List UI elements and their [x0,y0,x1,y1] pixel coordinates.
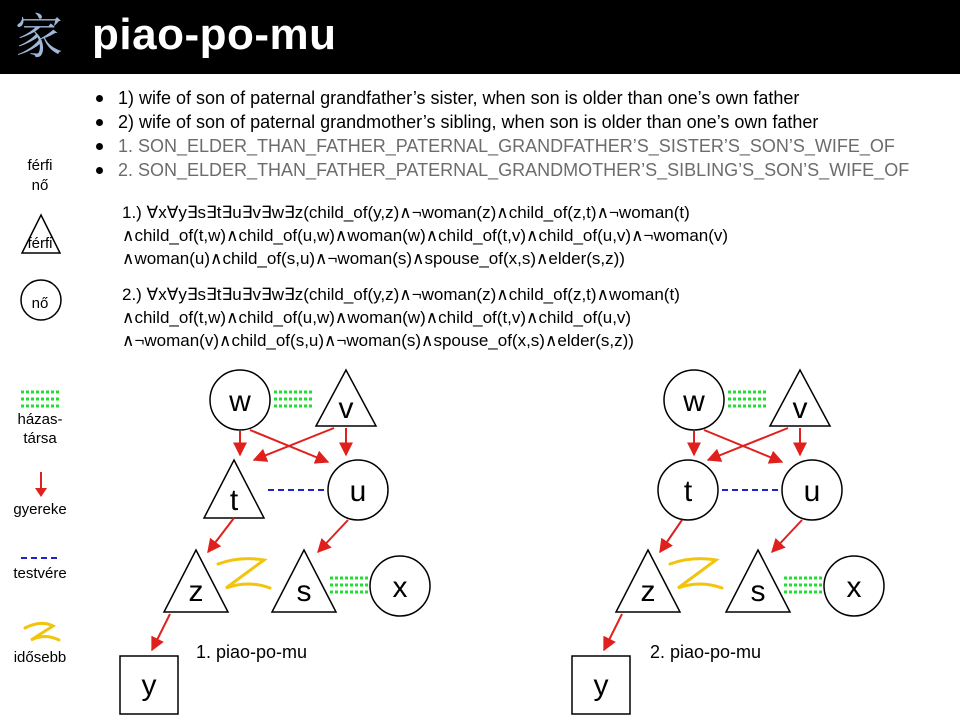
node-z-label: z [640,575,656,608]
formula-line: ∧¬woman(v)∧child_of(s,u)∧¬woman(s)∧spouse_of(x,s)∧elder(s,z)) [122,331,634,350]
formula-line: 2.) ∀x∀y∃s∃t∃u∃v∃w∃z(child_of(y,z)∧¬woman(z)∧child_of(z,t)∧woman(t) [122,285,680,304]
node-s-label: s [750,575,766,608]
description-item: 2) wife of son of paternal grandmother’s sibling, when son is older than one’s own father [94,110,954,134]
legend-sibling-label: testvére [13,565,67,582]
description-item-code: 2. SON_ELDER_THAN_FATHER_PATERNAL_GRANDMOTHER’S_SIBLING’S_SON’S_WIFE_OF [94,158,954,182]
node-x-label: x [392,571,408,604]
node-t-label: t [229,484,239,517]
child-arrow-z-y [152,614,170,650]
legend-female-label-top: nő [31,177,49,194]
child-arrow-v-t [708,428,788,460]
spouse-line-s-x [784,578,824,592]
node-y-label: y [593,669,609,702]
legend-spouse-label: házas- társa [17,411,63,447]
legend-female-label: nő [31,295,49,312]
legend-male-label: férfi [27,235,53,252]
spouse-line-w-v [274,392,314,406]
spouse-line-s-x [330,578,370,592]
legend-male-label-top: férfi [27,157,53,174]
node-w-label: w [229,385,251,418]
formula-line: ∧woman(u)∧child_of(s,u)∧¬woman(s)∧spouse_of(x,s)∧elder(s,z)) [122,249,625,268]
node-x-label: x [846,571,862,604]
page-title: piao-po-mu [92,10,337,59]
spouse-line-w-v [728,392,768,406]
child-arrow-t-z [660,520,682,552]
elder-mark-s-z [218,559,270,588]
formula-line: ∧child_of(t,w)∧child_of(u,w)∧woman(w)∧child_of(t,v)∧child_of(u,v) [122,308,632,327]
diagram-1-caption: 1. piao-po-mu [196,642,308,662]
diagram-1 [120,370,430,714]
node-z-label: z [188,575,204,608]
node-w-label: w [683,385,705,418]
node-v-label: v [338,392,354,425]
node-s-label: s [296,575,312,608]
child-arrow-t-z [208,518,234,552]
child-arrow-z-y [604,614,622,650]
node-y-label: y [141,669,157,702]
legend-child-label: gyereke [13,501,67,518]
formula-line: ∧child_of(t,w)∧child_of(u,w)∧woman(w)∧child_of(t,v)∧child_of(u,v)∧¬woman(v) [122,226,729,245]
node-v-label: v [792,392,808,425]
description-item: 1) wife of son of paternal grandfather’s sister, when son is older than one’s own father [94,86,954,110]
node-u-label: u [349,475,367,508]
diagram-2 [572,370,884,714]
diagram-2-caption: 2. piao-po-mu [650,642,762,662]
child-arrow-u-s [772,520,802,552]
node-u-label: u [803,475,821,508]
formula-line: 1.) ∀x∀y∃s∃t∃u∃v∃w∃z(child_of(y,z)∧¬woman(z)∧child_of(z,t)∧¬woman(t) [122,203,690,222]
node-t-label: t [683,475,693,508]
description-item-code: 1. SON_ELDER_THAN_FATHER_PATERNAL_GRANDFATHER’S_SISTER’S_SON’S_WIFE_OF [94,134,954,158]
family-logo-glyph: 家 [14,9,63,65]
legend-elder-label: idősebb [13,649,67,666]
child-arrow-v-t [254,428,334,460]
child-arrow-u-s [318,520,348,552]
elder-mark-s-z [670,559,722,588]
